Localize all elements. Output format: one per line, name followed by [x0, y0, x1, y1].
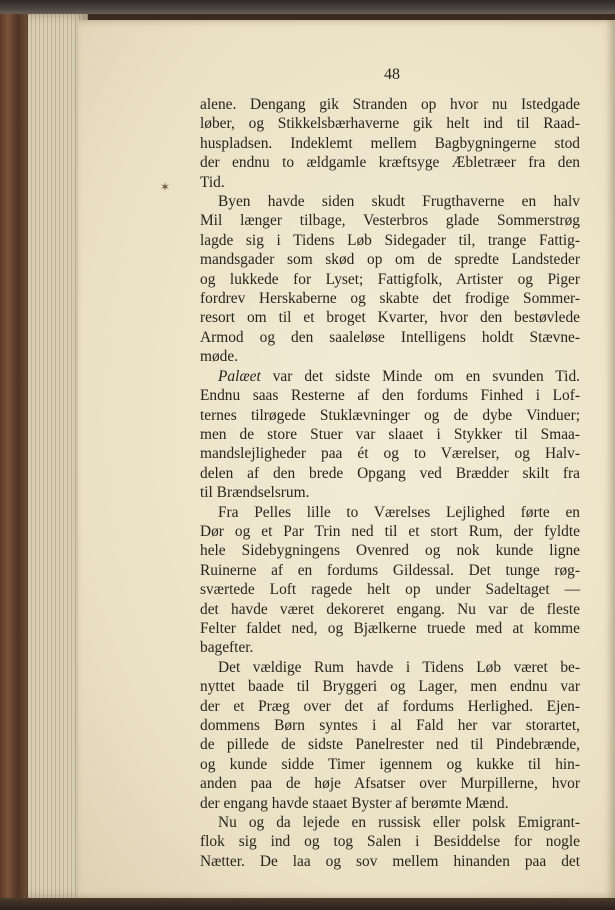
text-line: Fra Pelles lille to Værelses Lejlighed førte en [218, 503, 580, 521]
text-line: men de store Stuer var slaaet i Stykker til Smaa- [200, 425, 580, 443]
text-line: det havde været dekoreret engang. Nu var de fleste [200, 600, 580, 618]
text-line: hele Sidebygningens Ovenred og nok kunde ligne [200, 542, 580, 560]
text-line: fordrev Herskaberne og skabte det frodige Sommer- [200, 290, 580, 308]
text-line: til Brændselsrum. [200, 484, 310, 502]
text-line: Nu og da lejede en russisk eller polsk Emigrant- [218, 814, 580, 832]
text-line: Det vældige Rum havde i Tidens Løb været be- [218, 658, 580, 676]
text-line: Endnu saas Resterne af den fordums Finhed i Lof- [200, 387, 580, 405]
text-line: ternes tilrøgede Stuklævninger og de dybe Vinduer; [200, 406, 580, 424]
text-line: Dør og et Par Trin ned til et stort Rum, der fyldte [200, 522, 580, 540]
ink-blemish-icon: ✶ [160, 180, 171, 194]
text-line: mandslejligheder paa ét og to Værelser, og Halv- [200, 445, 580, 463]
text-line: resort om til et broget Kvarter, hvor den bestøvlede [200, 309, 580, 327]
text-line: delen af den brede Opgang ved Brædder skilt fra [200, 464, 580, 482]
text-line: Ruinerne af en fordums Gildessal. Det tunge røg- [200, 561, 580, 579]
text-line: og lukkede for Lyset; Fattigfolk, Artister og Piger [200, 270, 580, 288]
text-line: flok sig ind og tog Salen i Besiddelse for nogle [200, 833, 580, 851]
text-line: der engang havde staaet Byster af berømte Mænd. [200, 794, 509, 812]
text-line: sværtede Loft ragede helt op under Sadeltaget — [200, 581, 580, 599]
text-line: der endnu to ældgamle kræftsyge Æbletræer fra den [200, 154, 580, 172]
text-line: mandsgader som skød op om de spredte Landsteder [200, 251, 580, 269]
text-line: Mil længer tilbage, Vesterbros glade Sommerstrøg [200, 212, 580, 230]
page-number: 48 [384, 66, 400, 83]
text-line: Tid. [200, 173, 225, 191]
text-line: der et Præg over det af fordums Herlighed. Ejen- [200, 697, 580, 715]
text-line: alene. Dengang gik Stranden op hvor nu Istedgade [200, 96, 580, 113]
text-line: bagefter. [200, 639, 254, 657]
text-line: de pillede de sidste Panelrester ned til Pindebrænde, [200, 736, 580, 754]
text-line: nyttet baade til Bryggeri og Lager, men endnu var [200, 678, 580, 696]
text-line: og kunde sidde Timer igennem og kukke til hin- [200, 755, 580, 773]
text-line: Armod og den saaleløse Intelligens holdt Stævne- [200, 328, 580, 346]
text-line: møde. [200, 348, 239, 366]
text-line: Felter faldet ned, og Bjælkerne truede med at komme [200, 619, 580, 637]
text-line: dommens Børn syntes i al Fald her var storartet, [200, 717, 580, 734]
text-line: Byen havde siden skudt Frugthaverne en halv [218, 193, 580, 211]
text-line: Nætter. De laa og sov mellem hinanden paa det [200, 852, 580, 870]
book-cover-bottom-edge [0, 898, 615, 910]
text-line: anden paa de høje Afsatser over Murpillerne, hvor [200, 775, 580, 793]
text-line: lagde sig i Tidens Løb Sidegader til, trange Fattig- [200, 231, 580, 249]
text-line: huspladsen. Indeklemt mellem Bagbygningerne stod [200, 134, 580, 152]
book-cover-top-edge [0, 0, 615, 14]
italic-word: Palæet [218, 367, 261, 385]
page-text [200, 95, 580, 871]
text-line: Palæet var det sidste Minde om en svunden Tid. [218, 367, 580, 385]
text-line: løber, og Stikkelsbærhaverne gik helt ind til Raad- [200, 115, 580, 133]
